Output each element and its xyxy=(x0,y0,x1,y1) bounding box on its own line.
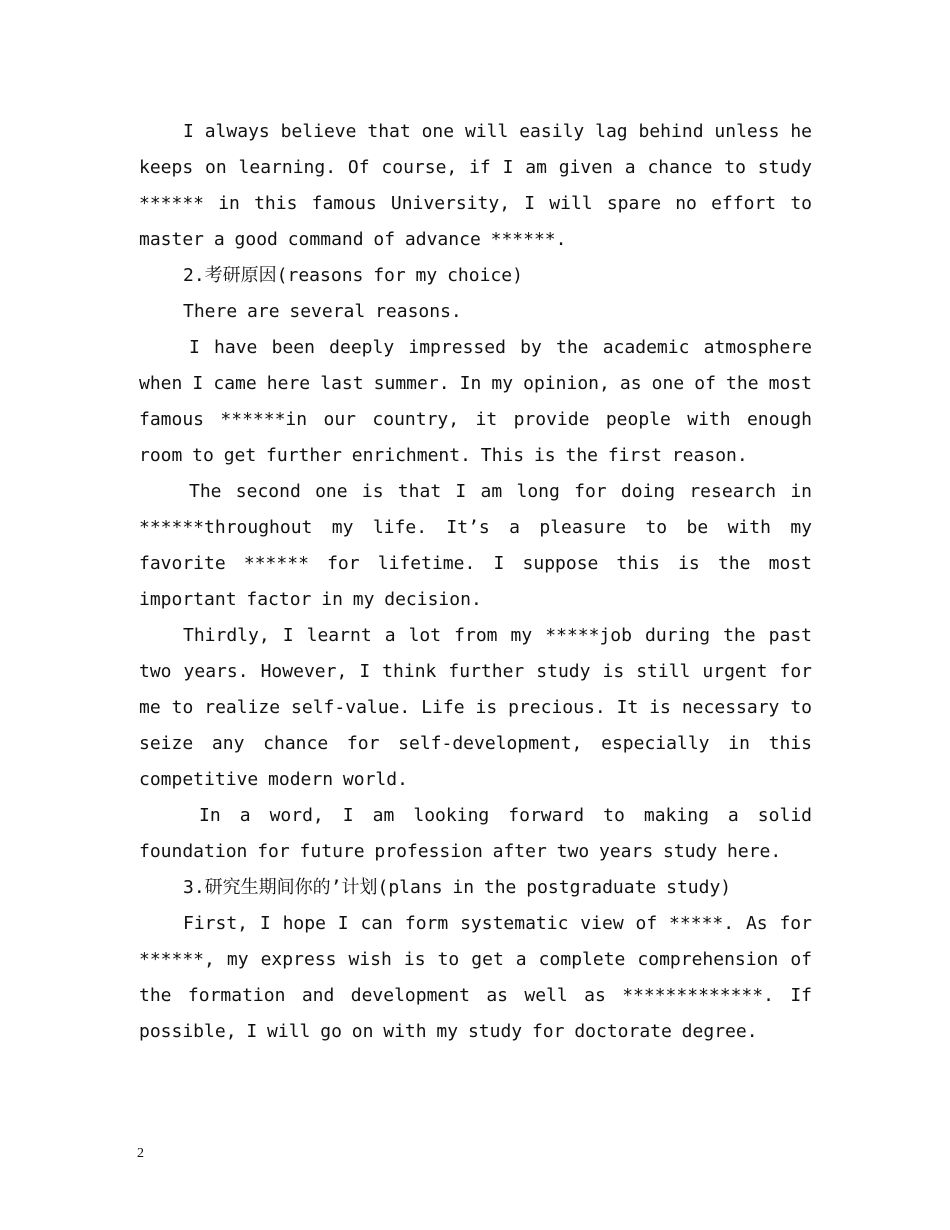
page-number: 2 xyxy=(137,1146,144,1161)
paragraph-third-reason: Thirdly, I learnt a lot from my *****job during the past two years. However, I think further study is still urgent for me to realize self-value. Life is precious. It is necessary to seize any chance for self-development, especially in this competitive modern world. xyxy=(139,625,812,790)
paragraph-second-reason: The second one is that I am long for doing research in ******throughout my life. It’s a pleasure to be with my favorite ****** for lifetime. I suppose this is the most important factor in my decision. xyxy=(139,481,812,610)
paragraph-first-reason: I have been deeply impressed by the academic atmosphere when I came here last summer. In my opinion, as one of the most famous ******in our country, it provide people with enough room to get further enrichment. This is the first reason. xyxy=(139,337,812,466)
body-text xyxy=(139,114,812,1050)
paragraph-plans: First, I hope I can form systematic view of *****. As for ******, my express wish is to get a complete comprehension of the formation and development as well as *************. If possible, I will go on with my study for doctorate degree. xyxy=(139,913,812,1042)
paragraph-conclusion: In a word, I am looking forward to making a solid foundation for future profession after two years study here. xyxy=(139,805,812,862)
paragraph-learning: I always believe that one will easily lag behind unless he keeps on learning. Of course, if I am given a chance to study ****** in this famous University, I will spare no effort to master a good command of advance ******. xyxy=(139,121,812,250)
heading-reasons: 2.考研原因(reasons for my choice) xyxy=(183,265,523,286)
heading-plans: 3.研究生期间你的’计划(plans in the postgraduate study) xyxy=(183,877,732,898)
paragraph-several-reasons: There are several reasons. xyxy=(183,301,462,322)
